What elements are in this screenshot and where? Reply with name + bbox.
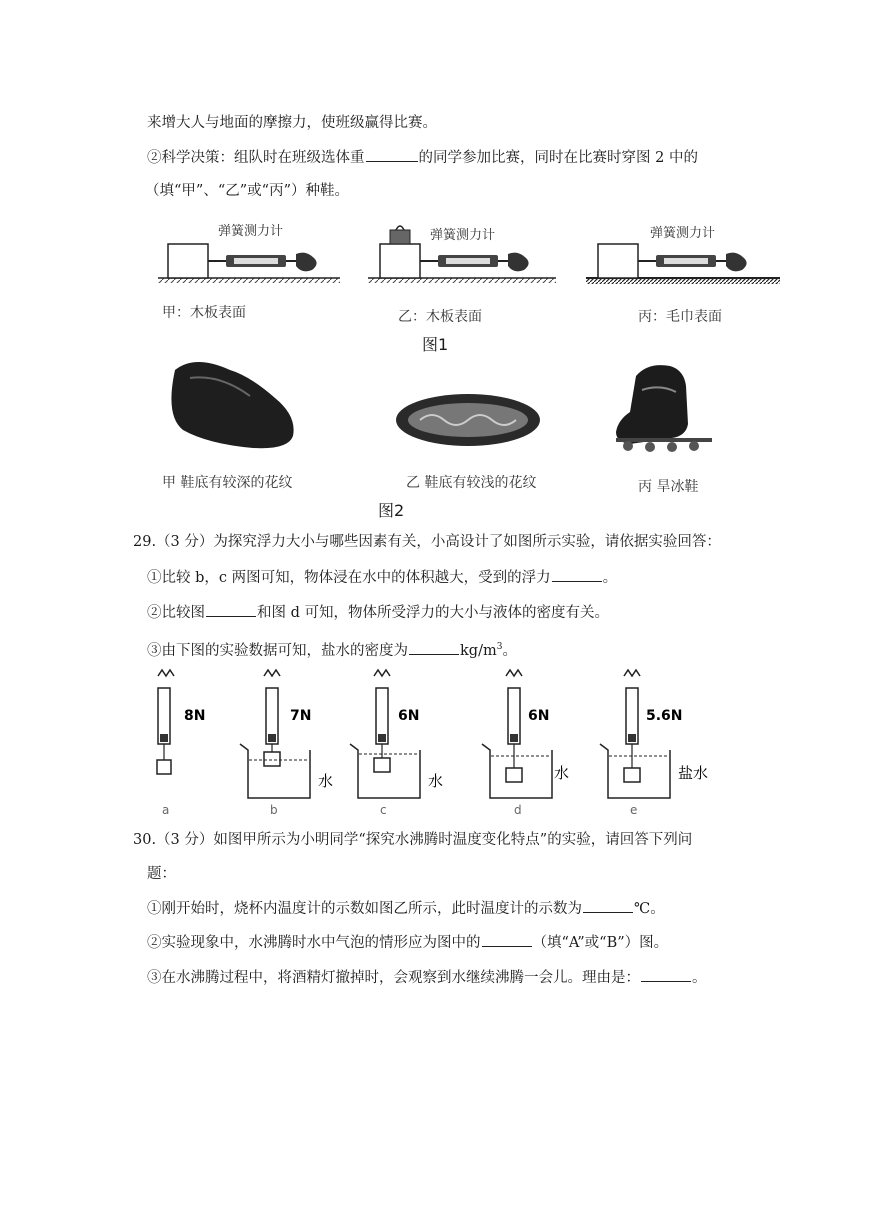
panel-e-apparatus: [600, 670, 670, 798]
deep-tread-shoe-image: [171, 362, 293, 448]
q30-sub-2-text-a: ②实验现象中，水沸腾时水中气泡的情形应为图中的: [147, 935, 481, 951]
q30-stem-line-2: 题：: [147, 866, 176, 882]
figure-3-drawing: [140, 664, 740, 824]
q30-sub-1: [147, 898, 665, 919]
figure-1-title: 图1: [422, 335, 449, 354]
q29-sub-2-text-a: ②比较图: [147, 605, 205, 621]
panel-d-liquid: 水: [554, 764, 570, 782]
q29-sub-3-text: ③由下图的实验数据可知，盐水的密度为: [147, 642, 408, 659]
q30-sub-2: [147, 932, 668, 953]
spring-scale-label: 弹簧测力计: [650, 226, 716, 241]
shallow-tread-shoe-image: [396, 394, 540, 446]
panel-b-liquid: 水: [318, 772, 334, 790]
fig2-panel-jia-caption: 甲 鞋底有较深的花纹: [162, 475, 293, 491]
spring-scale-label: 弹簧测力计: [218, 224, 284, 239]
q28-line-3: （填“甲”、“乙”或“丙”）种鞋。: [145, 183, 349, 199]
figure-2: [150, 354, 790, 524]
q30-sub-3: [147, 967, 707, 988]
figure-3: [140, 664, 740, 824]
panel-jia-apparatus: [158, 244, 340, 283]
figure-2-title: 图2: [378, 501, 405, 520]
q29-sub-3-unit: kg/m: [460, 642, 497, 659]
panel-d-letter: d: [514, 803, 522, 817]
panel-b-letter: b: [270, 803, 278, 817]
panel-bing-caption: 丙：毛巾表面: [638, 309, 722, 325]
answer-blank[interactable]: [641, 967, 691, 982]
panel-b-reading: 7N: [290, 708, 312, 724]
q29-sub-3: [147, 637, 517, 661]
panel-e-letter: e: [630, 803, 638, 817]
panel-c-liquid: 水: [428, 772, 444, 790]
answer-blank[interactable]: [552, 567, 602, 582]
q29-stem: 29.（3 分）为探究浮力大小与哪些因素有关，小高设计了如图所示实验，请依据实验回答：: [133, 534, 721, 550]
panel-b-apparatus: [240, 670, 310, 798]
panel-d-apparatus: [482, 670, 552, 798]
panel-c-reading: 6N: [398, 708, 420, 724]
panel-yi-caption: 乙：木板表面: [398, 309, 482, 325]
q30-sub-1-unit: ℃。: [634, 901, 665, 917]
q29-sub-1-text: ①比较 b，c 两图可知，物体浸在水中的体积越大，受到的浮力: [147, 570, 551, 586]
figure-1: [150, 214, 790, 354]
answer-blank[interactable]: [366, 147, 418, 162]
panel-c-apparatus: [350, 670, 420, 798]
q29-sub-3-end: 。: [502, 642, 517, 659]
roller-skate-image: [616, 365, 712, 452]
q29-sub-3-unit-exponent: 3: [496, 642, 503, 652]
spring-scale-label: 弹簧测力计: [430, 228, 496, 243]
panel-d-reading: 6N: [528, 708, 550, 724]
q29-sub-1: [147, 567, 617, 588]
answer-blank[interactable]: [583, 898, 633, 913]
fig2-panel-yi-caption: 乙 鞋底有较浅的花纹: [406, 475, 537, 491]
fig2-panel-bing-caption: 丙 旱冰鞋: [638, 479, 699, 495]
panel-a-apparatus: [157, 670, 174, 774]
q28-line-2-part-b: 的同学参加比赛，同时在比赛时穿图 2 中的: [418, 150, 698, 166]
panel-a-reading: 8N: [184, 708, 206, 724]
answer-blank[interactable]: [482, 932, 532, 947]
q30-sub-2-text-b: （填“A”或“B”）图。: [532, 935, 669, 951]
answer-blank[interactable]: [409, 640, 459, 655]
q29-sub-2: [147, 602, 609, 623]
panel-c-letter: c: [380, 803, 387, 817]
q29-sub-1-end: 。: [602, 570, 618, 586]
panel-e-liquid: 盐水: [678, 764, 709, 782]
panel-jia-caption: 甲：木板表面: [162, 305, 246, 321]
q30-sub-3-text: ③在水沸腾过程中，将酒精灯撤掉时，会观察到水继续沸腾一会儿。理由是：: [147, 970, 640, 986]
panel-e-reading: 5.6N: [646, 708, 683, 724]
panel-a-letter: a: [162, 803, 170, 817]
panel-bing-apparatus: [586, 244, 780, 284]
q28-line-2: [147, 147, 698, 168]
q30-sub-1-text: ①刚开始时，烧杯内温度计的示数如图乙所示，此时温度计的示数为: [147, 901, 582, 917]
q28-line-1: 来增大人与地面的摩擦力，使班级赢得比赛。: [147, 115, 437, 131]
q30-sub-3-end: 。: [692, 970, 707, 986]
figure-2-drawing: [150, 354, 790, 466]
q28-line-2-part-a: ②科学决策：组队时在班级选体重: [147, 150, 365, 166]
answer-blank[interactable]: [206, 602, 256, 617]
q29-sub-2-text-b: 和图 d 可知，物体所受浮力的大小与液体的密度有关。: [257, 605, 609, 621]
q30-stem-line-1: 30.（3 分）如图甲所示为小明同学“探究水沸腾时温度变化特点”的实验，请回答下列问: [133, 832, 693, 848]
